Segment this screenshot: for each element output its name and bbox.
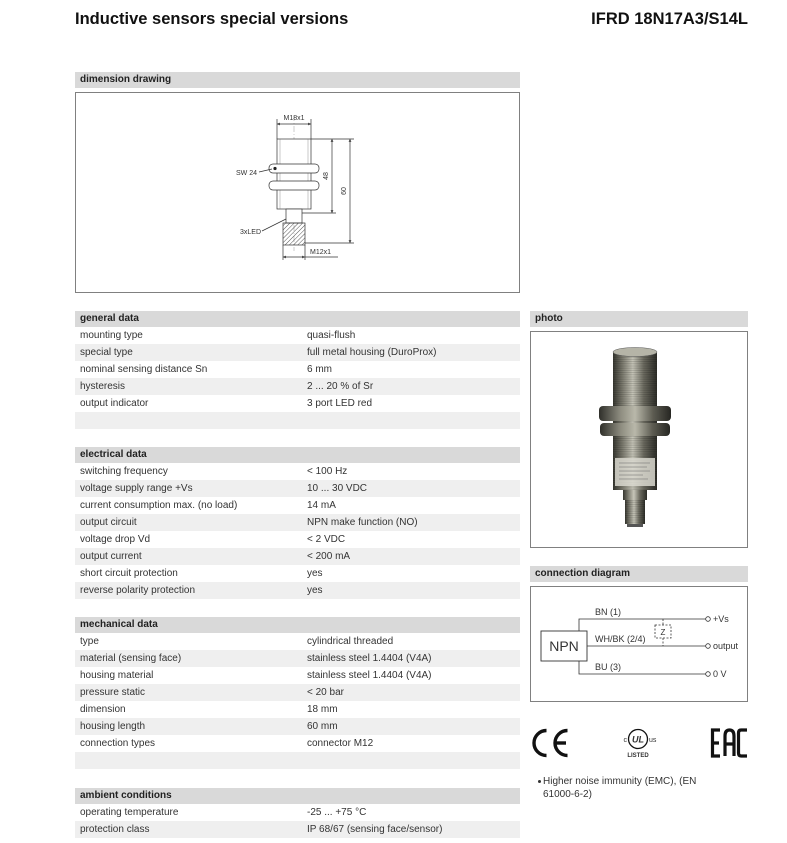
row-value: quasi-flush <box>307 330 356 341</box>
document-title: Inductive sensors special versions <box>75 10 349 28</box>
table-row <box>75 327 520 344</box>
terminal-supply-icon <box>706 617 711 622</box>
label-60: 60 <box>341 187 348 195</box>
row-value: yes <box>307 568 323 579</box>
empty-row <box>75 412 520 429</box>
led-leader-line <box>262 219 286 231</box>
sensor-neck-outline <box>286 209 302 223</box>
product-model: IFRD 18N17A3/S14L <box>591 10 748 28</box>
row-value: 6 mm <box>307 364 332 375</box>
nut-upper <box>599 406 671 421</box>
ul-listed-icon <box>615 726 661 760</box>
label-48: 48 <box>323 172 330 180</box>
mechanical-data-header: mechanical data <box>75 617 520 633</box>
ambient-conditions-header: ambient conditions <box>75 788 520 804</box>
row-label: protection class <box>80 824 150 835</box>
row-label: switching frequency <box>80 466 168 477</box>
nut-lower <box>600 423 670 436</box>
table-row <box>75 548 520 565</box>
led-marker <box>273 167 276 170</box>
table-row <box>75 633 520 650</box>
photo-box <box>530 331 748 548</box>
table-row <box>75 395 520 412</box>
table-row <box>75 344 520 361</box>
row-value: 10 ... 30 VDC <box>307 483 368 494</box>
row-value: < 2 VDC <box>307 534 346 545</box>
row-label: connection types <box>80 738 156 749</box>
electrical-data-table <box>75 463 520 599</box>
row-label: output indicator <box>80 398 149 409</box>
row-label: operating temperature <box>80 807 179 818</box>
product-label-area <box>615 458 655 486</box>
terminal-ground-icon <box>706 672 711 677</box>
connection-diagram-svg <box>531 587 747 701</box>
table-row <box>75 804 520 821</box>
row-value: -25 ... +75 °C <box>307 807 367 818</box>
electrical-data-header: electrical data <box>75 447 520 463</box>
sensing-face <box>613 348 657 357</box>
photo-header: photo <box>530 311 748 327</box>
wire-bu-label: BU (3) <box>595 662 622 672</box>
row-value: < 20 bar <box>307 687 344 698</box>
wire-whbk-label: WH/BK (2/4) <box>595 634 646 644</box>
load-label: Z <box>660 628 666 637</box>
label-3xled: 3xLED <box>239 229 261 236</box>
row-label: voltage drop Vd <box>80 534 151 545</box>
row-value: 18 mm <box>307 704 338 715</box>
terminal-output-icon <box>706 644 711 649</box>
row-label: pressure static <box>80 687 146 698</box>
table-row <box>75 667 520 684</box>
row-label: material (sensing face) <box>80 653 182 664</box>
row-value: < 200 mA <box>307 551 351 562</box>
row-label: type <box>80 636 99 647</box>
mechanical-data-table <box>75 633 520 769</box>
sensor-body-outline <box>277 139 311 209</box>
row-label: voltage supply range +Vs <box>80 483 193 494</box>
dimension-drawing-header: dimension drawing <box>75 72 520 88</box>
table-row <box>75 701 520 718</box>
empty-row <box>75 752 520 769</box>
ul-c: c <box>623 737 627 744</box>
ul-mark: UL <box>632 734 644 745</box>
sensor-neck <box>623 490 647 500</box>
connector-end <box>627 524 643 527</box>
label-m18x1: M18x1 <box>283 115 305 122</box>
table-row <box>75 650 520 667</box>
ambient-conditions-table <box>75 804 520 838</box>
row-value: 3 port LED red <box>307 398 373 409</box>
dimension-drawing-svg <box>76 93 519 292</box>
connector-thread-lines <box>625 500 645 524</box>
row-value: 14 mA <box>307 500 336 511</box>
nut-lower-outline <box>269 181 319 190</box>
row-label: nominal sensing distance Sn <box>80 364 208 375</box>
ce-mark-icon <box>530 728 570 758</box>
wire-bn-label: BN (1) <box>595 607 622 617</box>
row-value: IP 68/67 (sensing face/sensor) <box>307 824 443 835</box>
label-sw24: SW 24 <box>235 170 257 177</box>
row-label: output circuit <box>80 517 137 528</box>
row-label: dimension <box>80 704 126 715</box>
ul-us: us <box>649 737 657 744</box>
connector-m12-outline <box>283 223 305 245</box>
row-value: stainless steel 1.4404 (V4A) <box>307 670 432 681</box>
table-row <box>75 684 520 701</box>
table-row <box>75 361 520 378</box>
table-row <box>75 497 520 514</box>
row-label: special type <box>80 347 133 358</box>
bullet-icon <box>538 780 541 783</box>
general-data-table <box>75 327 520 429</box>
connection-diagram-header: connection diagram <box>530 566 748 582</box>
dimension-drawing-box <box>75 92 520 293</box>
table-row <box>75 531 520 548</box>
feature-note-text: Higher noise immunity (EMC), (EN 61000-6-2) <box>543 776 697 800</box>
table-row <box>75 378 520 395</box>
row-value: full metal housing (DuroProx) <box>307 347 437 358</box>
table-row <box>75 821 520 838</box>
row-value: < 100 Hz <box>307 466 348 477</box>
connection-diagram-box <box>530 586 748 702</box>
row-value: cylindrical threaded <box>307 636 394 647</box>
table-row <box>75 514 520 531</box>
row-label: housing material <box>80 670 154 681</box>
row-label: mounting type <box>80 330 143 341</box>
ul-listed: LISTED <box>627 753 649 759</box>
row-label: output current <box>80 551 142 562</box>
npn-label: NPN <box>549 638 579 654</box>
terminal-output-label: output <box>713 641 739 651</box>
row-label: reverse polarity protection <box>80 585 196 596</box>
row-label: housing length <box>80 721 146 732</box>
label-m12x1: M12x1 <box>310 249 332 256</box>
row-label: hysteresis <box>80 381 126 392</box>
wire-bn <box>579 619 706 631</box>
row-value: connector M12 <box>307 738 374 749</box>
row-value: yes <box>307 585 323 596</box>
table-row <box>75 582 520 599</box>
row-value: stainless steel 1.4404 (V4A) <box>307 653 432 664</box>
table-row <box>75 718 520 735</box>
row-value: 2 ... 20 % of Sr <box>307 381 374 392</box>
sensor-photo <box>531 332 747 547</box>
row-label: current consumption max. (no load) <box>80 500 238 511</box>
table-row <box>75 480 520 497</box>
feature-note <box>537 775 717 801</box>
row-value: 60 mm <box>307 721 338 732</box>
terminal-ground-label: 0 V <box>713 669 727 679</box>
table-row <box>75 463 520 480</box>
table-row <box>75 735 520 752</box>
eac-mark-icon <box>710 728 748 758</box>
general-data-header: general data <box>75 311 520 327</box>
terminal-supply-label: +Vs <box>713 614 729 624</box>
row-label: short circuit protection <box>80 568 178 579</box>
row-value: NPN make function (NO) <box>307 517 418 528</box>
table-row <box>75 565 520 582</box>
